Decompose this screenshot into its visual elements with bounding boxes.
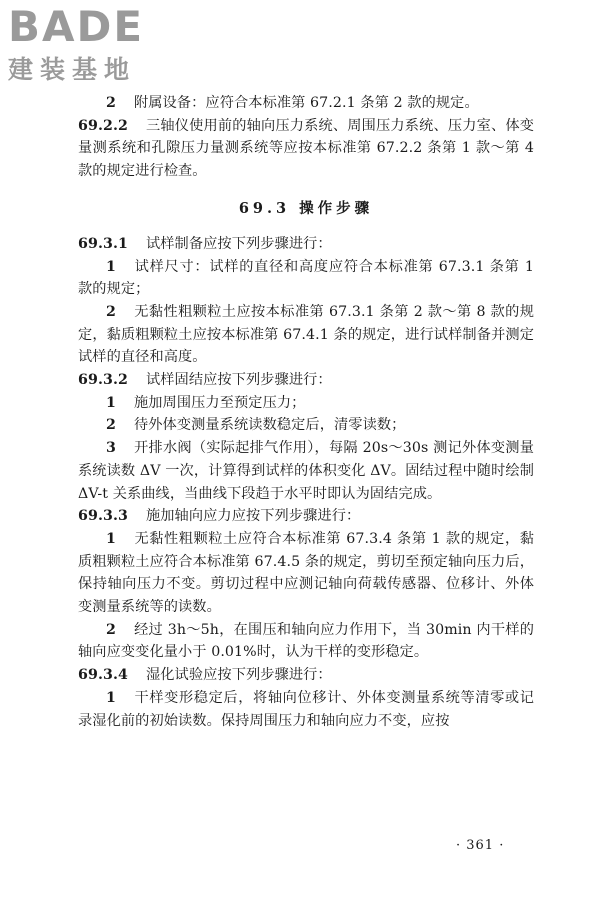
paragraph-item: 1 施加周围压力至预定压力； [106, 394, 306, 411]
paragraph-item: 1 无黏性粗颗粒土应符合本标准第 67.3.4 条第 1 款的规定，黏质粗颗粒土应符合本标准第 67.4.5 条的规定，剪切至预定轴向压力后，保持轴向压力不变。剪切过程中应测记轴向荷载传感器、位移计、外体变测量系统等的读数。 [78, 530, 534, 616]
logo-brand: BADE [8, 2, 145, 51]
paragraph-item: 2 待外体变测量系统读数稳定后，清零读数； [106, 417, 406, 434]
clause-69-2-2: 69.2.2 三轴仪使用前的轴向压力系统、周围压力系统、压力室、体变量测系统和孔隙压力量测系统等应按本标准第 67.2.2 条第 1 款～第 4 款的规定进行检查。 [78, 117, 534, 180]
paragraph-item: 2 经过 3h～5h，在围压和轴向应力作用下，当 30min 内干样的轴向应变变化量小于 0.01%时，认为干样的变形稳定。 [78, 621, 534, 661]
clause-69-3-2: 69.3.2 试样固结应按下列步骤进行： [78, 372, 332, 389]
clause-69-3-1: 69.3.1 试样制备应按下列步骤进行： [78, 235, 332, 252]
document-body [78, 92, 534, 732]
section-title: 69.3 操作步骤 [238, 199, 374, 217]
clause-69-3-3: 69.3.3 施加轴向应力应按下列步骤进行： [78, 508, 361, 525]
paragraph-item: 2 无黏性粗颗粒土应按本标准第 67.3.1 条第 2 款～第 8 款的规定，黏质粗颗粒土应按本标准第 67.4.1 条的规定，进行试样制备并测定试样的直径和高度。 [78, 303, 534, 366]
paragraph-item: 1 试样尺寸：试样的直径和高度应符合本标准第 67.3.1 条第 1 款的规定； [78, 258, 534, 298]
paragraph-item: 3 开排水阀（实际起排气作用），每隔 20s～30s 测记外体变测量系统读数 ΔV 一次，计算得到试样的体积变化 ΔV。固结过程中随时绘制 ΔV-t 关系曲线，当曲线下段趋于水平时即认为固结完成。 [78, 440, 534, 502]
page-number: · 361 · [456, 838, 505, 853]
paragraph-item: 2 附属设备：应符合本标准第 67.2.1 条第 2 款的规定。 [106, 95, 479, 111]
paragraph-item: 1 干样变形稳定后，将轴向位移计、外体变测量系统等清零或记录湿化前的初始读数。保持周围压力和轴向应力不变，应按 [78, 689, 534, 729]
clause-69-3-4: 69.3.4 湿化试验应按下列步骤进行： [78, 667, 332, 684]
logo-subtitle: 建装基地 [8, 55, 137, 84]
watermark-logo [8, 4, 178, 90]
